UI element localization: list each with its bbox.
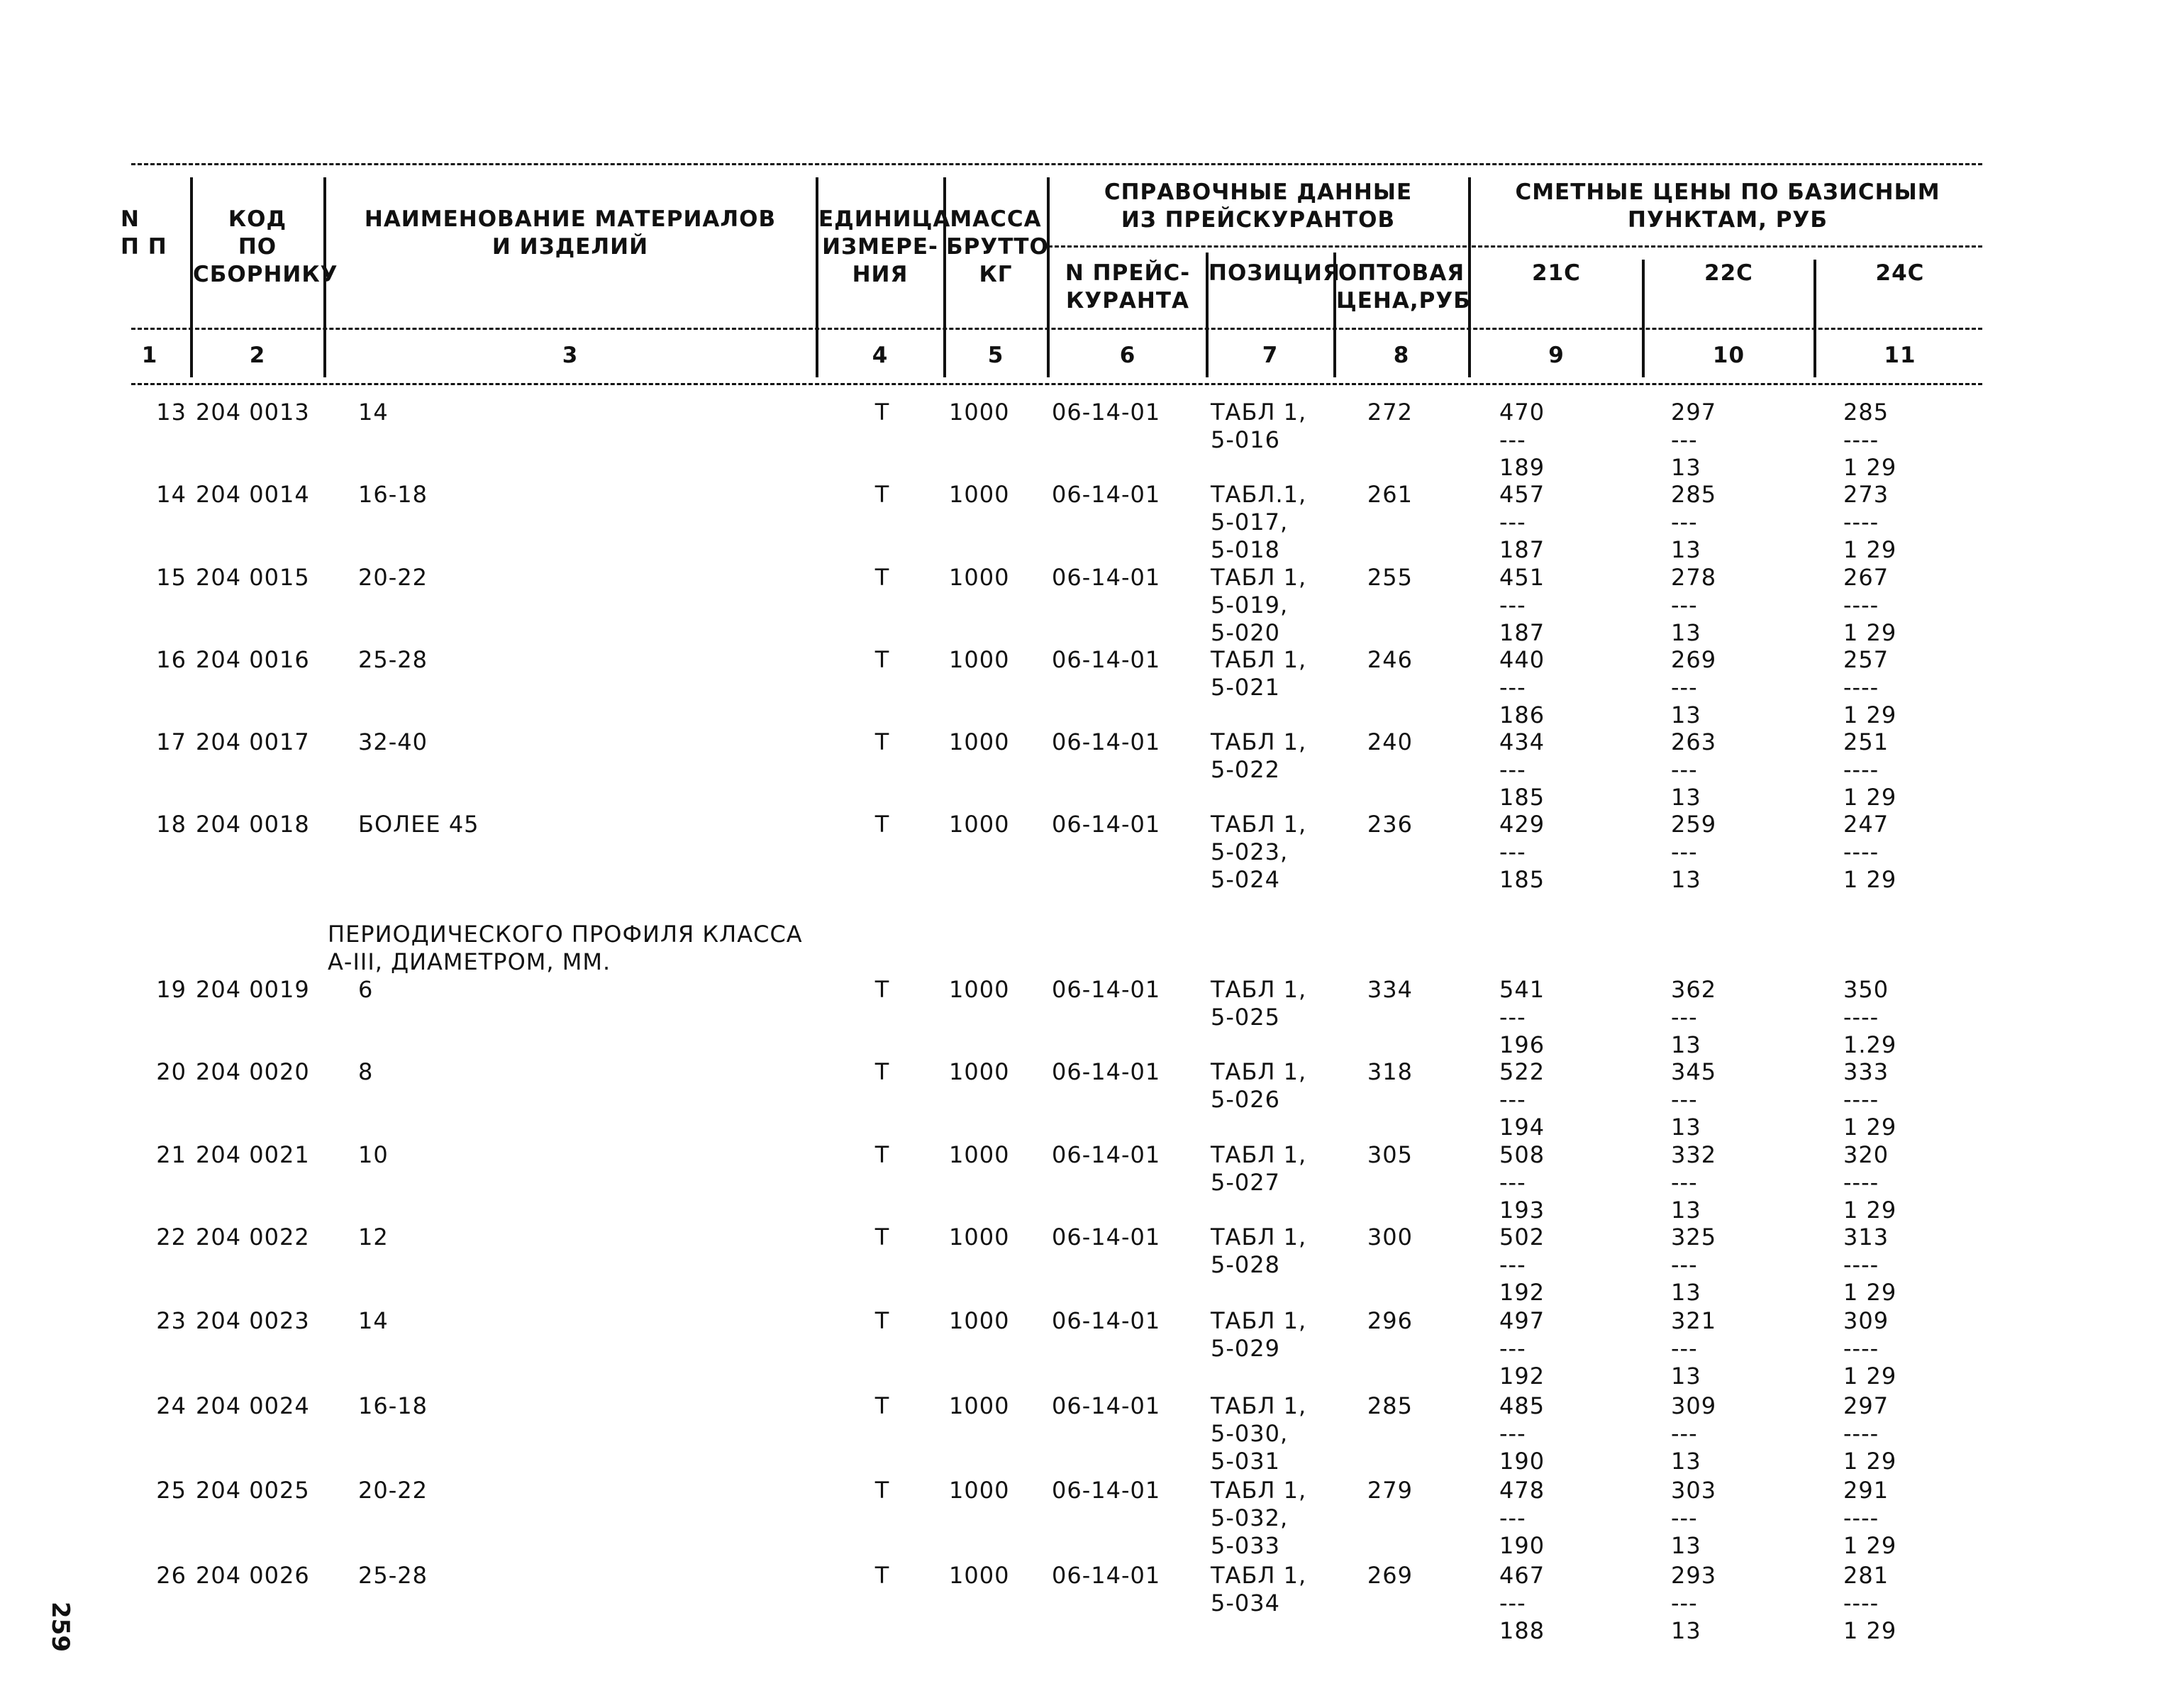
row-position: ТАБЛ 1, 5-026 <box>1211 1058 1307 1113</box>
row-price-21c: 502 --- 192 <box>1499 1224 1545 1306</box>
row-material-name: 25-28 <box>358 646 428 673</box>
row-number: 14 <box>156 481 187 508</box>
row-material-name: 6 <box>358 976 374 1003</box>
row-unit: Т <box>874 1141 890 1168</box>
row-pricelist: 06-14-01 <box>1052 1058 1161 1085</box>
row-wholesale-price: 255 <box>1367 564 1413 591</box>
column-number-11: 11 <box>1884 343 1916 368</box>
header-col7-title: ПОЗИЦИЯ <box>1209 260 1340 286</box>
column-number-9: 9 <box>1548 343 1565 368</box>
row-number: 24 <box>156 1392 187 1419</box>
row-price-24c: 273 ---- 1 29 <box>1843 481 1897 563</box>
row-pricelist: 06-14-01 <box>1052 1562 1161 1589</box>
header-col2-title: КОД ПО СБОРНИКУ <box>193 206 338 287</box>
row-price-21c: 451 --- 187 <box>1499 564 1545 646</box>
row-price-22c: 303 --- 13 <box>1671 1477 1717 1559</box>
row-position: ТАБЛ 1, 5-030, 5-031 <box>1211 1392 1307 1475</box>
row-material-name: 16-18 <box>358 481 428 508</box>
row-pricelist: 06-14-01 <box>1052 1224 1161 1250</box>
row-unit: Т <box>874 564 890 591</box>
row-pricelist: 06-14-01 <box>1052 728 1161 755</box>
row-material-name: БОЛЕЕ 45 <box>358 811 479 838</box>
row-material-name: 32-40 <box>358 728 428 755</box>
row-unit: Т <box>874 811 890 838</box>
row-code: 204 0020 <box>196 1058 310 1085</box>
row-material-name: 12 <box>358 1224 389 1250</box>
row-price-22c: 345 --- 13 <box>1671 1058 1717 1141</box>
row-material-name: 20-22 <box>358 1477 428 1504</box>
row-wholesale-price: 261 <box>1367 481 1413 508</box>
row-wholesale-price: 318 <box>1367 1058 1413 1085</box>
row-price-21c: 541 --- 196 <box>1499 976 1545 1058</box>
rule-top <box>131 163 1982 165</box>
row-code: 204 0019 <box>196 976 310 1003</box>
row-price-24c: 257 ---- 1 29 <box>1843 646 1897 728</box>
row-pricelist: 06-14-01 <box>1052 811 1161 838</box>
row-number: 19 <box>156 976 187 1003</box>
row-number: 26 <box>156 1562 187 1589</box>
row-material-name: 10 <box>358 1141 389 1168</box>
row-position: ТАБЛ 1, 5-027 <box>1211 1141 1307 1196</box>
row-wholesale-price: 272 <box>1367 399 1413 426</box>
row-price-24c: 251 ---- 1 29 <box>1843 728 1897 811</box>
row-position: ТАБЛ 1, 5-028 <box>1211 1224 1307 1278</box>
row-mass: 1000 <box>949 728 1010 755</box>
column-number-4: 4 <box>872 343 889 368</box>
row-number: 17 <box>156 728 187 755</box>
row-wholesale-price: 240 <box>1367 728 1413 755</box>
row-price-24c: 350 ---- 1.29 <box>1843 976 1897 1058</box>
row-pricelist: 06-14-01 <box>1052 481 1161 508</box>
header-col4-title: ЕДИНИЦА ИЗМЕРЕ- НИЯ <box>818 206 951 287</box>
row-pricelist: 06-14-01 <box>1052 1477 1161 1504</box>
row-price-21c: 467 --- 188 <box>1499 1562 1545 1644</box>
header-col8-title: ОПТОВАЯ ЦЕНА,РУБ <box>1336 260 1471 314</box>
row-mass: 1000 <box>949 1224 1010 1250</box>
header-col3-title: НАИМЕНОВАНИЕ МАТЕРИАЛОВ И ИЗДЕЛИЙ <box>364 206 777 260</box>
row-material-name: 14 <box>358 1307 389 1334</box>
row-position: ТАБЛ 1, 5-019, 5-020 <box>1211 564 1307 646</box>
row-price-21c: 434 --- 185 <box>1499 728 1545 811</box>
column-number-8: 8 <box>1393 343 1410 368</box>
row-code: 204 0024 <box>196 1392 310 1419</box>
sep-10 <box>1813 260 1816 377</box>
header-col9-title: 21С <box>1532 260 1581 286</box>
row-code: 204 0021 <box>196 1141 310 1168</box>
row-pricelist: 06-14-01 <box>1052 1307 1161 1334</box>
row-number: 23 <box>156 1307 187 1334</box>
row-material-name: 8 <box>358 1058 374 1085</box>
row-number: 21 <box>156 1141 187 1168</box>
row-mass: 1000 <box>949 646 1010 673</box>
sep-9 <box>1642 260 1645 377</box>
row-code: 204 0026 <box>196 1562 310 1589</box>
row-number: 15 <box>156 564 187 591</box>
row-price-24c: 313 ---- 1 29 <box>1843 1224 1897 1306</box>
row-mass: 1000 <box>949 811 1010 838</box>
header-col6-title: N ПРЕЙС- КУРАНТА <box>1065 260 1191 314</box>
row-wholesale-price: 285 <box>1367 1392 1413 1419</box>
row-price-24c: 297 ---- 1 29 <box>1843 1392 1897 1475</box>
row-mass: 1000 <box>949 399 1010 426</box>
row-position: ТАБЛ 1, 5-023, 5-024 <box>1211 811 1307 893</box>
rule-group-reference <box>1048 245 1467 248</box>
row-code: 204 0016 <box>196 646 310 673</box>
row-code: 204 0018 <box>196 811 310 838</box>
row-price-22c: 362 --- 13 <box>1671 976 1717 1058</box>
row-unit: Т <box>874 1224 890 1250</box>
row-price-21c: 440 --- 186 <box>1499 646 1545 728</box>
row-price-21c: 508 --- 193 <box>1499 1141 1545 1224</box>
row-unit: Т <box>874 1562 890 1589</box>
row-price-21c: 470 --- 189 <box>1499 399 1545 481</box>
row-unit: Т <box>874 728 890 755</box>
row-code: 204 0013 <box>196 399 310 426</box>
row-mass: 1000 <box>949 1307 1010 1334</box>
row-price-22c: 332 --- 13 <box>1671 1141 1717 1224</box>
rule-column-numbers-bottom <box>131 383 1982 385</box>
row-price-22c: 269 --- 13 <box>1671 646 1717 728</box>
row-wholesale-price: 296 <box>1367 1307 1413 1334</box>
row-price-21c: 485 --- 190 <box>1499 1392 1545 1475</box>
rule-group-prices <box>1472 245 1982 248</box>
row-mass: 1000 <box>949 1392 1010 1419</box>
row-wholesale-price: 279 <box>1367 1477 1413 1504</box>
row-position: ТАБЛ 1, 5-021 <box>1211 646 1307 701</box>
row-pricelist: 06-14-01 <box>1052 646 1161 673</box>
row-price-24c: 281 ---- 1 29 <box>1843 1562 1897 1644</box>
row-mass: 1000 <box>949 481 1010 508</box>
row-unit: Т <box>874 976 890 1003</box>
row-position: ТАБЛ 1, 5-029 <box>1211 1307 1307 1362</box>
row-price-22c: 278 --- 13 <box>1671 564 1717 646</box>
row-position: ТАБЛ 1, 5-016 <box>1211 399 1307 453</box>
row-pricelist: 06-14-01 <box>1052 399 1161 426</box>
row-unit: Т <box>874 481 890 508</box>
row-price-21c: 429 --- 185 <box>1499 811 1545 893</box>
row-wholesale-price: 246 <box>1367 646 1413 673</box>
row-unit: Т <box>874 1307 890 1334</box>
row-position: ТАБЛ 1, 5-022 <box>1211 728 1307 783</box>
row-price-22c: 297 --- 13 <box>1671 399 1717 481</box>
section-heading: ПЕРИОДИЧЕСКОГО ПРОФИЛЯ КЛАССА А-III, ДИАМЕТРОМ, ММ. <box>328 921 803 975</box>
row-pricelist: 06-14-01 <box>1052 976 1161 1003</box>
row-price-21c: 457 --- 187 <box>1499 481 1545 563</box>
row-number: 16 <box>156 646 187 673</box>
row-price-22c: 263 --- 13 <box>1671 728 1717 811</box>
row-material-name: 14 <box>358 399 389 426</box>
row-code: 204 0022 <box>196 1224 310 1250</box>
row-code: 204 0023 <box>196 1307 310 1334</box>
row-price-21c: 478 --- 190 <box>1499 1477 1545 1559</box>
row-unit: Т <box>874 1477 890 1504</box>
column-number-6: 6 <box>1119 343 1136 368</box>
row-mass: 1000 <box>949 1141 1010 1168</box>
row-mass: 1000 <box>949 1562 1010 1589</box>
row-code: 204 0014 <box>196 481 310 508</box>
row-unit: Т <box>874 1058 890 1085</box>
row-price-21c: 497 --- 192 <box>1499 1307 1545 1390</box>
row-unit: Т <box>874 399 890 426</box>
row-price-22c: 325 --- 13 <box>1671 1224 1717 1306</box>
sep-8 <box>1468 177 1471 377</box>
row-price-22c: 321 --- 13 <box>1671 1307 1717 1390</box>
row-position: ТАБЛ 1, 5-032, 5-033 <box>1211 1477 1307 1559</box>
column-number-3: 3 <box>562 343 579 368</box>
row-price-24c: 320 ---- 1 29 <box>1843 1141 1897 1224</box>
header-col10-title: 22С <box>1704 260 1753 286</box>
row-price-22c: 259 --- 13 <box>1671 811 1717 893</box>
row-price-22c: 309 --- 13 <box>1671 1392 1717 1475</box>
row-pricelist: 06-14-01 <box>1052 1141 1161 1168</box>
row-pricelist: 06-14-01 <box>1052 1392 1161 1419</box>
sep-5 <box>1047 177 1050 377</box>
row-wholesale-price: 269 <box>1367 1562 1413 1589</box>
header-group-prices: СМЕТНЫЕ ЦЕНЫ ПО БАЗИСНЫМ ПУНКТАМ, РУБ <box>1515 179 1940 233</box>
row-price-24c: 285 ---- 1 29 <box>1843 399 1897 481</box>
row-unit: Т <box>874 1392 890 1419</box>
row-material-name: 25-28 <box>358 1562 428 1589</box>
column-number-5: 5 <box>987 343 1004 368</box>
row-number: 13 <box>156 399 187 426</box>
row-price-24c: 333 ---- 1 29 <box>1843 1058 1897 1141</box>
row-price-24c: 291 ---- 1 29 <box>1843 1477 1897 1559</box>
row-wholesale-price: 236 <box>1367 811 1413 838</box>
header-group-reference: СПРАВОЧНЫЕ ДАННЫЕ ИЗ ПРЕЙСКУРАНТОВ <box>1104 179 1413 233</box>
row-price-22c: 285 --- 13 <box>1671 481 1717 563</box>
row-price-22c: 293 --- 13 <box>1671 1562 1717 1644</box>
rule-header-bottom <box>131 328 1982 330</box>
row-price-24c: 309 ---- 1 29 <box>1843 1307 1897 1390</box>
row-code: 204 0025 <box>196 1477 310 1504</box>
row-position: ТАБЛ 1, 5-034 <box>1211 1562 1307 1616</box>
column-number-7: 7 <box>1262 343 1279 368</box>
row-mass: 1000 <box>949 976 1010 1003</box>
row-pricelist: 06-14-01 <box>1052 564 1161 591</box>
row-position: ТАБЛ 1, 5-025 <box>1211 976 1307 1031</box>
row-code: 204 0015 <box>196 564 310 591</box>
row-price-24c: 247 ---- 1 29 <box>1843 811 1897 893</box>
header-col11-title: 24С <box>1875 260 1925 286</box>
column-number-10: 10 <box>1712 343 1745 368</box>
row-wholesale-price: 300 <box>1367 1224 1413 1250</box>
row-number: 20 <box>156 1058 187 1085</box>
row-material-name: 20-22 <box>358 564 428 591</box>
row-mass: 1000 <box>949 1477 1010 1504</box>
row-mass: 1000 <box>949 1058 1010 1085</box>
row-wholesale-price: 334 <box>1367 976 1413 1003</box>
row-position: ТАБЛ.1, 5-017, 5-018 <box>1211 481 1307 563</box>
row-number: 25 <box>156 1477 187 1504</box>
row-mass: 1000 <box>949 564 1010 591</box>
header-col5-title: МАССА БРУТТО КГ <box>946 206 1049 287</box>
column-number-2: 2 <box>249 343 266 368</box>
row-code: 204 0017 <box>196 728 310 755</box>
row-price-24c: 267 ---- 1 29 <box>1843 564 1897 646</box>
page-number: 259 <box>46 1602 74 1652</box>
row-number: 22 <box>156 1224 187 1250</box>
row-unit: Т <box>874 646 890 673</box>
row-price-21c: 522 --- 194 <box>1499 1058 1545 1141</box>
row-material-name: 16-18 <box>358 1392 428 1419</box>
row-number: 18 <box>156 811 187 838</box>
column-number-1: 1 <box>141 343 158 368</box>
header-col1-title: N П П <box>121 206 167 260</box>
row-wholesale-price: 305 <box>1367 1141 1413 1168</box>
